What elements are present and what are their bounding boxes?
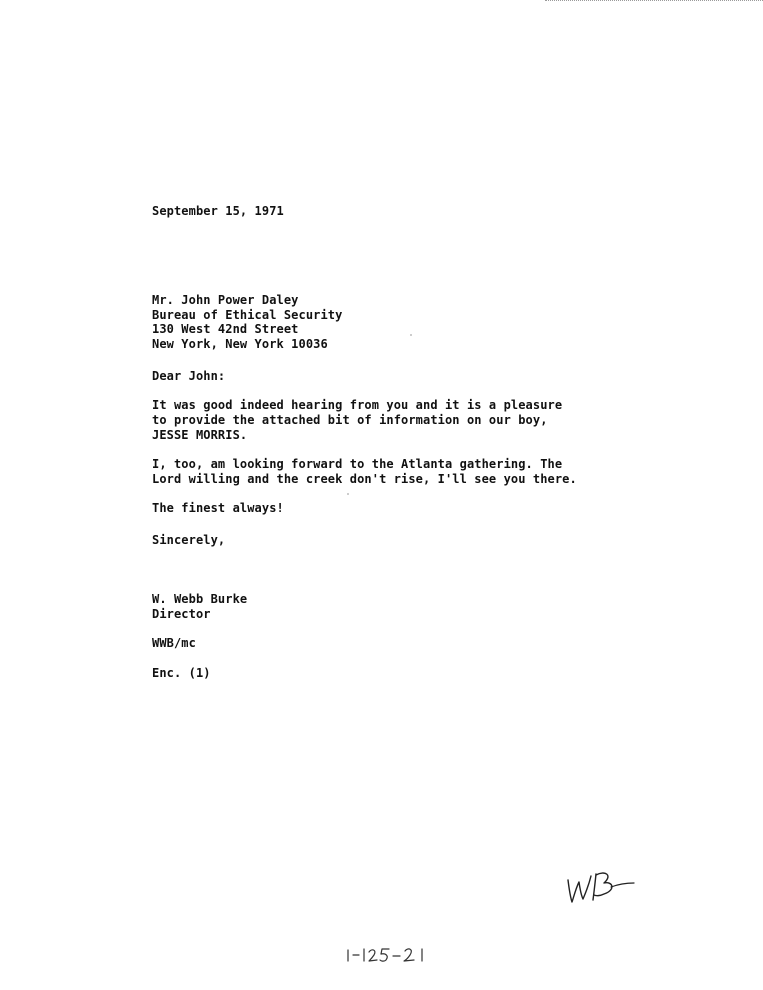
complimentary-close: Sincerely, [152, 533, 226, 547]
signatory-title: Director [152, 607, 211, 621]
reference-initials: WWB/mc [152, 636, 196, 650]
letter-date: September 15, 1971 [152, 204, 284, 218]
paragraph-1-line-3: JESSE MORRIS. [152, 428, 248, 442]
salutation: Dear John: [152, 369, 226, 383]
scan-edge-mark [545, 0, 763, 1]
recipient-organization: Bureau of Ethical Security [152, 308, 343, 322]
signatory-name: W. Webb Burke [152, 592, 248, 606]
recipient-city: New York, New York 10036 [152, 337, 328, 351]
paragraph-1-line-2: to provide the attached bit of information on our boy, [152, 413, 548, 427]
paragraph-3: The finest always! [152, 501, 284, 515]
recipient-street: 130 West 42nd Street [152, 322, 299, 336]
handwritten-initials-mark [563, 866, 639, 908]
paragraph-1-line-1: It was good indeed hearing from you and it is a pleasure [152, 398, 563, 412]
scan-speck [410, 334, 412, 336]
recipient-name: Mr. John Power Daley [152, 293, 299, 307]
paragraph-2-line-1: I, too, am looking forward to the Atlanta gathering. The [152, 457, 563, 471]
enclosure-notation: Enc. (1) [152, 666, 211, 680]
scan-speck [347, 493, 349, 495]
handwritten-file-number-mark [342, 943, 434, 967]
paragraph-2-line-2: Lord willing and the creek don't rise, I'll see you there. [152, 472, 577, 486]
